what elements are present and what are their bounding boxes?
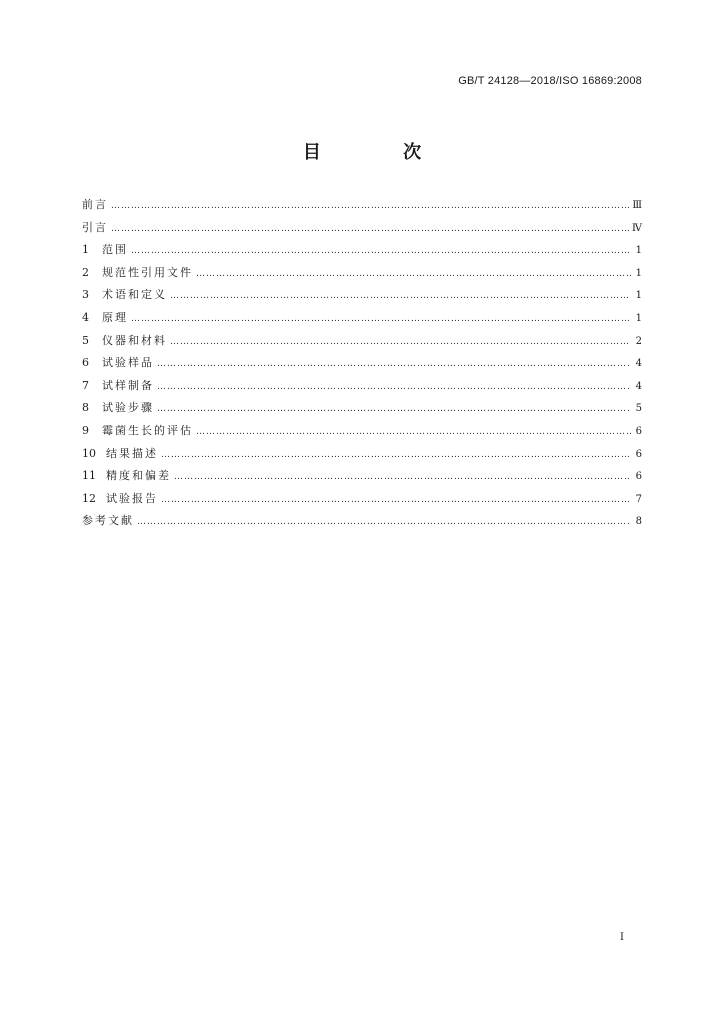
toc-entry-label: 参考文献 — [82, 514, 134, 528]
toc-entry-label: 霉菌生长的评估 — [102, 423, 193, 437]
toc-entry-12[interactable] — [82, 490, 642, 513]
toc-entry-introduction[interactable] — [82, 219, 642, 242]
toc-entry-page: 6 — [635, 448, 642, 460]
toc-entry-page: Ⅳ — [632, 222, 642, 234]
toc-entry-3[interactable] — [82, 286, 642, 309]
toc-entry-label: 前言 — [82, 198, 108, 211]
toc-entry-number: 10 — [82, 446, 96, 460]
table-of-contents — [82, 196, 642, 535]
toc-entry-number: 4 — [82, 310, 89, 324]
toc-dot-leader — [196, 427, 631, 437]
toc-dot-leader — [157, 359, 631, 369]
toc-entry-7[interactable] — [82, 377, 642, 400]
toc-entry-number: 5 — [82, 333, 89, 347]
toc-entry-number: 7 — [82, 378, 89, 392]
toc-dot-leader — [174, 472, 631, 482]
toc-dot-leader — [111, 201, 629, 211]
toc-entry-number: 2 — [82, 265, 89, 279]
toc-entry-page: 2 — [635, 335, 642, 347]
toc-entry-label: 试验样品 — [102, 356, 154, 370]
toc-entry-page: 6 — [635, 471, 642, 483]
toc-entry-page: 4 — [635, 380, 642, 392]
toc-entry-label: 引言 — [82, 220, 108, 234]
toc-entry-9[interactable] — [82, 422, 642, 445]
page-number: I — [620, 932, 624, 943]
standard-code: GB/T 24128—2018/ISO 16869:2008 — [458, 75, 642, 87]
toc-entry-label: 试验报告 — [106, 491, 158, 505]
toc-entry-page: 1 — [635, 312, 642, 324]
toc-title: 目 次 — [302, 142, 460, 163]
toc-entry-1[interactable] — [82, 241, 642, 264]
toc-entry-page: 6 — [635, 425, 642, 437]
toc-entry-number: 12 — [82, 491, 96, 505]
toc-dot-leader — [161, 450, 631, 460]
toc-dot-leader — [111, 224, 629, 234]
toc-dot-leader — [131, 314, 631, 324]
toc-entry-label: 原理 — [102, 310, 128, 324]
toc-entry-bibliography[interactable] — [82, 512, 642, 535]
toc-entry-10[interactable] — [82, 445, 642, 468]
toc-dot-leader — [157, 404, 631, 414]
toc-entry-page: 1 — [635, 290, 642, 302]
toc-entry-label: 精度和偏差 — [106, 469, 171, 483]
toc-entry-number: 9 — [82, 423, 89, 437]
toc-entry-page: 4 — [635, 358, 642, 370]
toc-entry-number: 3 — [82, 288, 89, 302]
toc-entry-11[interactable] — [82, 467, 642, 490]
toc-entry-number: 8 — [82, 401, 89, 415]
toc-entry-number: 1 — [82, 243, 89, 257]
toc-entry-8[interactable] — [82, 399, 642, 422]
toc-entry-label: 试验步骤 — [102, 401, 154, 415]
toc-entry-page: 1 — [635, 267, 642, 279]
toc-entry-page: 1 — [635, 245, 642, 257]
toc-entry-label: 结果描述 — [106, 446, 158, 460]
toc-entry-page: 7 — [635, 493, 642, 505]
toc-entry-page: Ⅲ — [632, 200, 642, 211]
toc-dot-leader — [137, 517, 631, 527]
toc-dot-leader — [157, 382, 631, 392]
toc-entry-label: 仪器和材料 — [102, 333, 167, 347]
toc-entry-4[interactable] — [82, 309, 642, 332]
toc-entry-5[interactable] — [82, 332, 642, 355]
toc-dot-leader — [170, 337, 631, 347]
toc-dot-leader — [161, 495, 631, 505]
toc-entry-6[interactable] — [82, 354, 642, 377]
toc-entry-page: 8 — [635, 516, 642, 528]
toc-entry-number: 6 — [82, 356, 89, 370]
toc-entry-label: 术语和定义 — [102, 288, 167, 302]
toc-entry-number: 11 — [82, 469, 96, 483]
toc-entry-foreword[interactable] — [82, 196, 642, 219]
toc-dot-leader — [170, 291, 631, 301]
toc-entry-2[interactable] — [82, 264, 642, 287]
toc-entry-page: 5 — [635, 403, 642, 415]
toc-entry-label: 试样制备 — [102, 378, 154, 392]
toc-entry-label: 范围 — [102, 243, 128, 257]
toc-dot-leader — [131, 246, 631, 256]
toc-dot-leader — [196, 269, 631, 279]
toc-entry-label: 规范性引用文件 — [102, 265, 193, 279]
